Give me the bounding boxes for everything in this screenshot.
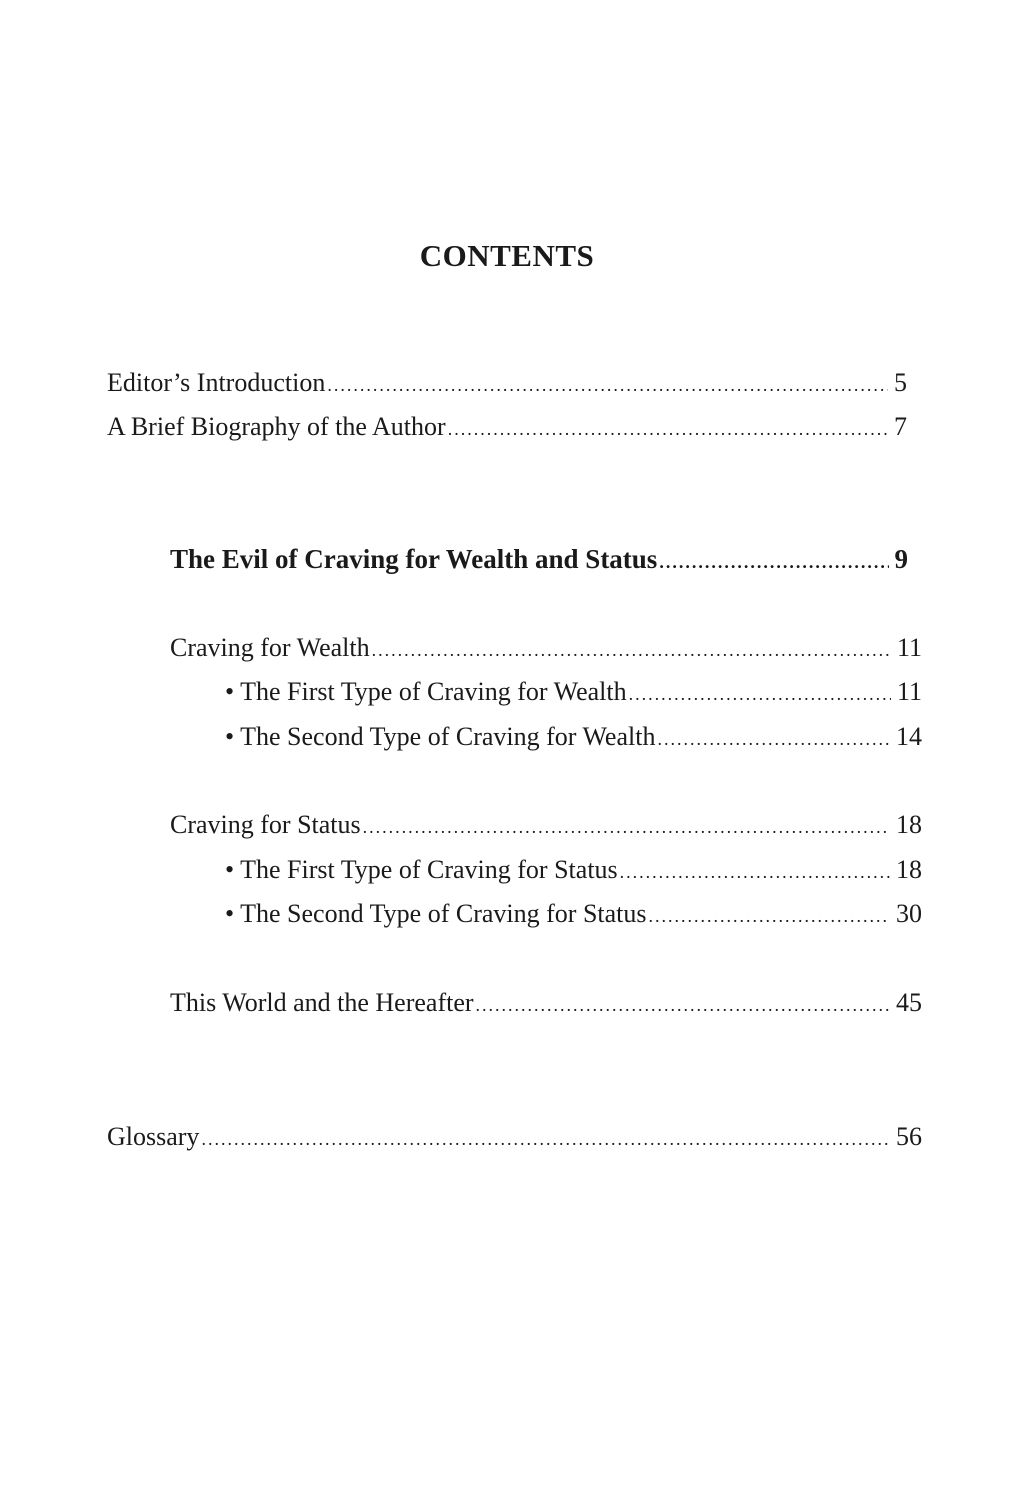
toc-entry-page-number: 56 (896, 1122, 922, 1151)
toc-entry-label-text: The Second Type of Craving for Status (240, 899, 647, 928)
dot-leader (657, 722, 890, 756)
toc-subentry-first-type-wealth[interactable] (225, 675, 922, 711)
dot-leader (649, 899, 890, 933)
dot-leader (448, 412, 888, 446)
toc-entry-label-text: The First Type of Craving for Status (240, 855, 618, 884)
toc-entry-label: This World and the Hereafter (170, 988, 474, 1017)
toc-entry-page-number: 9 (894, 544, 908, 574)
toc-entry-label: A Brief Biography of the Author (107, 412, 446, 441)
toc-entry-page-number: 45 (896, 988, 922, 1017)
toc-entry-label: Glossary (107, 1122, 200, 1151)
toc-entry-page-number: 7 (894, 412, 907, 441)
bullet-marker: • (225, 899, 235, 928)
toc-entry-this-world-and-hereafter[interactable] (170, 986, 922, 1022)
bullet-marker: • (225, 855, 235, 884)
toc-entry-glossary[interactable] (107, 1120, 922, 1156)
bullet-marker: • (225, 722, 235, 751)
toc-entry-label-text: The First Type of Craving for Wealth (240, 677, 627, 706)
toc-entry-label: Editor’s Introduction (107, 368, 326, 397)
toc-entry-editors-introduction[interactable] (107, 366, 907, 402)
toc-entry-main-chapter[interactable] (170, 542, 908, 579)
toc-entry-label: The Evil of Craving for Wealth and Status (170, 544, 658, 574)
toc-entry-label: Craving for Status (170, 810, 361, 839)
toc-entry-brief-biography[interactable] (107, 410, 907, 446)
bullet-marker: • (225, 677, 235, 706)
toc-entry-craving-for-wealth[interactable] (170, 631, 922, 667)
dot-leader (363, 810, 890, 844)
toc-entry-label (225, 897, 647, 931)
toc-entry-craving-for-status[interactable] (170, 808, 922, 844)
toc-entry-page-number: 30 (896, 899, 922, 928)
dot-leader (476, 988, 890, 1022)
toc-subentry-second-type-status[interactable] (225, 897, 922, 933)
toc-subentry-second-type-wealth[interactable] (225, 720, 922, 756)
dot-leader (629, 677, 891, 711)
dot-leader (659, 545, 888, 579)
toc-entry-page-number: 5 (894, 368, 907, 397)
dot-leader (620, 855, 890, 889)
toc-entry-label-text: The Second Type of Craving for Wealth (240, 722, 656, 751)
dot-leader (201, 1122, 890, 1156)
toc-entry-page-number: 18 (896, 810, 922, 839)
toc-entry-page-number: 18 (896, 855, 922, 884)
toc-entry-label (225, 675, 627, 709)
toc-subentry-first-type-status[interactable] (225, 853, 922, 889)
dot-leader (327, 368, 888, 402)
toc-entry-page-number: 11 (896, 633, 922, 662)
page-title: CONTENTS (419, 238, 595, 273)
toc-entry-label: Craving for Wealth (170, 633, 370, 662)
toc-entry-page-number: 14 (896, 722, 922, 751)
dot-leader (372, 633, 891, 667)
toc-entry-label (225, 720, 655, 754)
toc-entry-label (225, 853, 618, 887)
toc-entry-page-number: 11 (896, 677, 922, 706)
